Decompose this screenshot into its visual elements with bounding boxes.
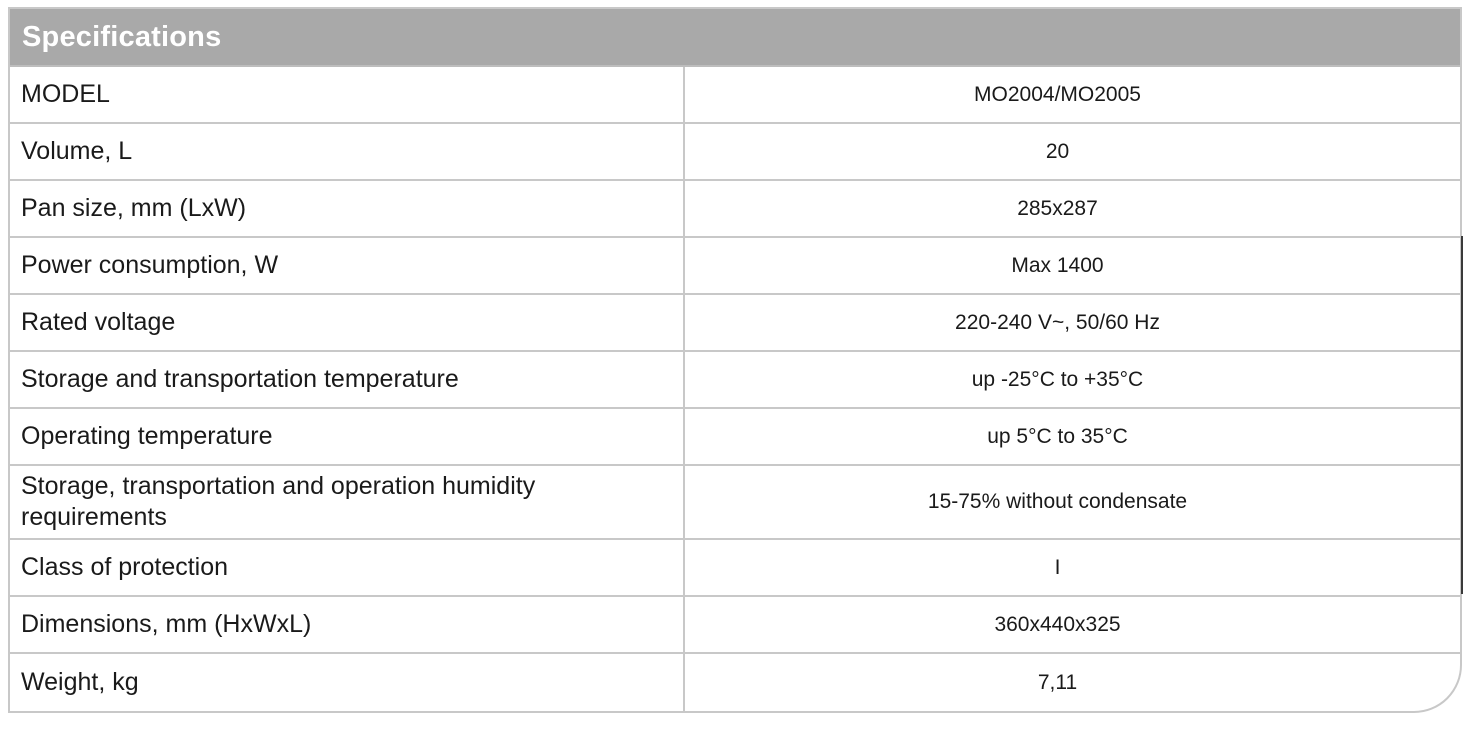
row-value: MO2004/MO2005 bbox=[974, 82, 1141, 106]
row-label: Class of protection bbox=[10, 540, 685, 595]
row-value: up -25°C to +35°C bbox=[971, 367, 1144, 391]
row-value: I bbox=[1054, 555, 1061, 579]
table-row-model bbox=[10, 67, 1460, 124]
row-label: Volume, L bbox=[10, 124, 685, 179]
row-label: Power consumption, W bbox=[10, 238, 685, 293]
row-label: Storage, transportation and operation humidity requirements bbox=[10, 466, 685, 538]
row-value: 7,11 bbox=[1037, 670, 1078, 694]
specifications-title: Specifications bbox=[22, 20, 222, 53]
table-row-dimensions bbox=[10, 597, 1460, 654]
table-row-weight bbox=[10, 654, 1460, 711]
row-label: Pan size, mm (LxW) bbox=[10, 181, 685, 236]
table-row-power bbox=[10, 238, 1460, 295]
row-label: Rated voltage bbox=[10, 295, 685, 350]
row-value: up 5°C to 35°C bbox=[987, 424, 1128, 448]
table-row-protection-class bbox=[10, 540, 1460, 597]
row-value: 285x287 bbox=[1017, 196, 1098, 220]
row-value: 360x440x325 bbox=[994, 612, 1121, 636]
table-row-humidity bbox=[10, 466, 1460, 540]
table-row-pan-size bbox=[10, 181, 1460, 238]
row-value: 20 bbox=[1045, 139, 1070, 163]
specifications-table bbox=[10, 67, 1460, 711]
table-row-operating-temperature bbox=[10, 409, 1460, 466]
table-row-voltage bbox=[10, 295, 1460, 352]
specifications-panel bbox=[8, 7, 1462, 713]
row-value: Max 1400 bbox=[1011, 253, 1104, 277]
row-label: Weight, kg bbox=[10, 654, 685, 711]
specifications-header bbox=[10, 9, 1460, 67]
table-row-storage-temperature bbox=[10, 352, 1460, 409]
row-value: 15-75% without condensate bbox=[927, 490, 1188, 513]
page-edge-mark bbox=[1461, 236, 1463, 594]
row-label: Storage and transportation temperature bbox=[10, 352, 685, 407]
row-label: MODEL bbox=[10, 67, 685, 122]
row-label: Operating temperature bbox=[10, 409, 685, 464]
row-value: 220-240 V~, 50/60 Hz bbox=[955, 310, 1160, 334]
row-label: Dimensions, mm (HxWxL) bbox=[10, 597, 685, 652]
table-row-volume bbox=[10, 124, 1460, 181]
